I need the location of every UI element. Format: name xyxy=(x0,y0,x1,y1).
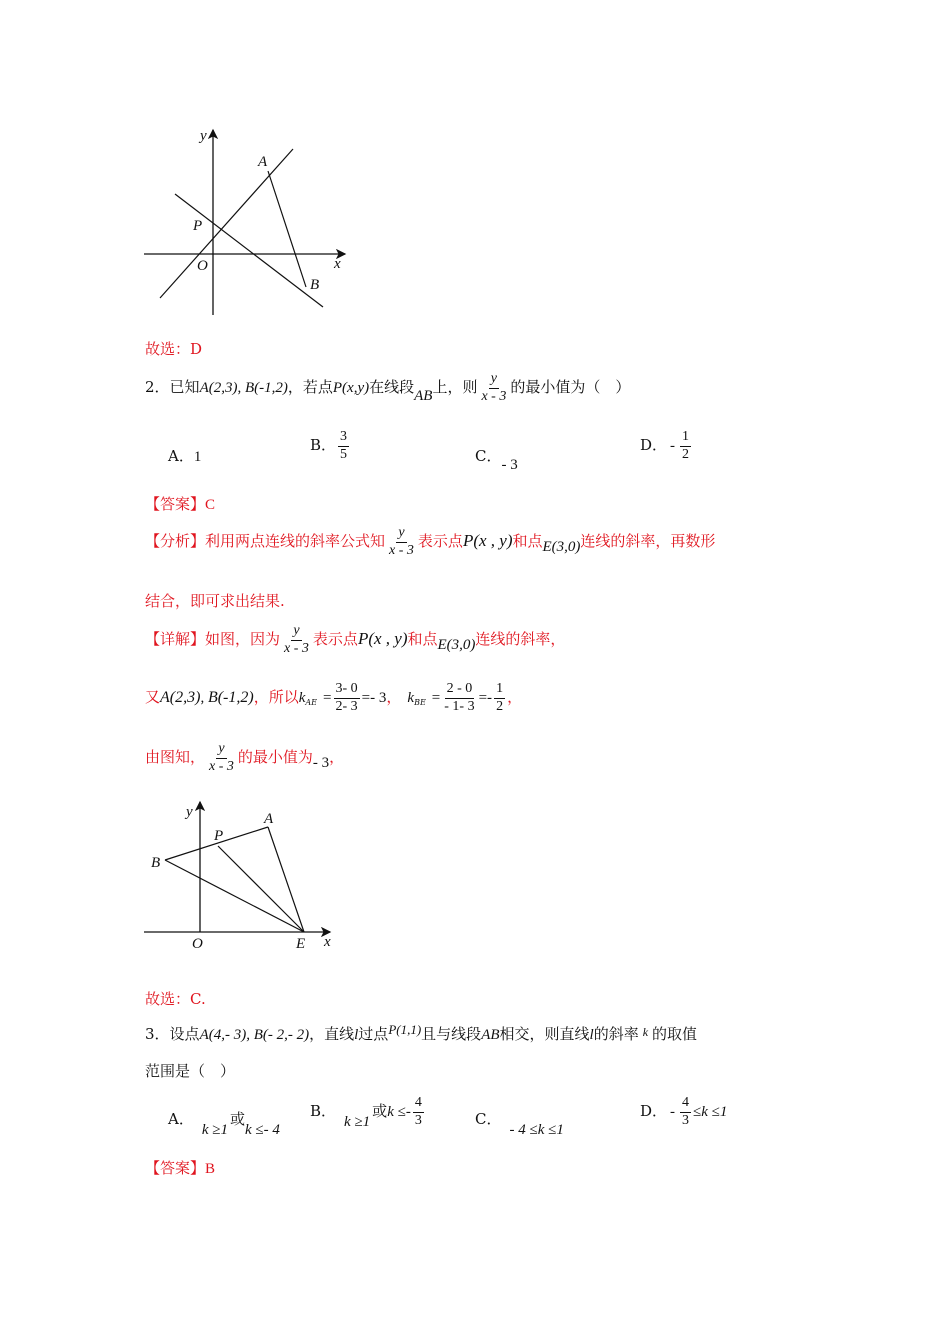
q3-stem: 3．设点A(4,- 3), B(- 2,- 2)，直线l过点P(1,1)且与线段AB相交，则直线l的斜率 $^k$ 的取值 xyxy=(145,1022,698,1043)
q3-stem-line2: 范围是（ ） xyxy=(145,1062,236,1080)
label-x: x xyxy=(324,934,331,950)
q2-number: 2． xyxy=(145,378,170,397)
line-through-b xyxy=(175,194,323,307)
q3-option-b[interactable]: B．k ≥1或k ≤- $\frac{4}{3}$ xyxy=(310,1095,422,1131)
q2-point-p: P(x,y) xyxy=(332,380,370,397)
q2-analysis-line2: 结合，即可求出结果. xyxy=(145,592,285,610)
segment-pe xyxy=(218,846,304,932)
label-o: O xyxy=(192,936,203,952)
q2-text: 上，则 xyxy=(432,378,478,397)
q2-point-a: A(2,3) xyxy=(199,380,238,397)
figure-1-coordinate-plot xyxy=(140,120,360,320)
label-a: A xyxy=(264,811,274,827)
q2-stem: 2．已知A(2,3), B(-1,2)，若点P(x,y)在线段AB上，则 $\frac{y}{x - 3}$ 的最小值为（ ） xyxy=(145,371,631,405)
label-a: A xyxy=(258,154,268,170)
q2-detail: 【详解】如图，因为 $\frac{y}{x - 3}$ 表示点P(x , y)和点E(3,0)连线的斜率， xyxy=(145,623,566,656)
q2-conclusion: 由图知， $\frac{y}{x - 3}$ 的最小值为- 3， xyxy=(145,741,345,774)
q2-text: ，若点 xyxy=(287,378,333,397)
q2-text: 的最小值为（ ） xyxy=(510,378,631,397)
q3-option-c[interactable]: C．- 4 ≤k ≤1 xyxy=(475,1110,564,1138)
label-p: P xyxy=(214,828,224,844)
q2-final-answer: 故选：C. xyxy=(145,990,206,1008)
label-e: E xyxy=(296,936,306,952)
q2-text: 已知 xyxy=(169,378,200,397)
q2-analysis: 【分析】利用两点连线的斜率公式知 $\frac{y}{x - 3}$ 表示点P(x , y)和点E(3,0)连线的斜率，再数形 xyxy=(145,525,716,558)
q2-option-d[interactable]: D． - $\frac{1}{2}$ xyxy=(640,429,690,462)
q2-text: 在线段 xyxy=(369,378,415,397)
q2-slopes: 又A(2,3), B(-1,2)，所以$k_{AE}$ = $\frac{3- 0}{2- 3}$ =- 3， $k_{BE}$ = $\frac{2 - 0}{- 1- 3}$ =- $\frac{1}{2}$ ， xyxy=(145,681,523,714)
q1-final-answer: 故选：D xyxy=(145,340,203,358)
q3-option-a[interactable]: A．k ≥1或k ≤- 4 xyxy=(168,1110,280,1138)
label-x: x xyxy=(334,256,341,272)
q3-answer: 【答案】B xyxy=(145,1159,216,1177)
q2-option-b[interactable]: B． $\frac{3}{5}$ xyxy=(310,429,348,462)
label-o: O xyxy=(197,258,208,274)
q2-option-a[interactable]: A．1 xyxy=(168,447,202,465)
label-b: B xyxy=(310,277,320,293)
q2-fraction: $\frac{y}{x - 3}$ xyxy=(481,371,507,404)
q2-answer: 【答案】C xyxy=(145,495,216,513)
label-y: y xyxy=(200,128,207,144)
q3-option-d[interactable]: D． - $\frac{4}{3}$ ≤k ≤1 xyxy=(640,1095,728,1128)
label-b: B xyxy=(151,855,161,871)
figure-2-slope-diagram xyxy=(140,800,350,955)
label-p: P xyxy=(193,218,203,234)
q2-segment-ab: AB xyxy=(414,388,433,405)
line-through-a xyxy=(160,149,293,298)
q2-point-b: B(-1,2) xyxy=(244,380,288,397)
q2-option-c[interactable]: C．- 3 xyxy=(475,447,518,473)
label-y: y xyxy=(186,804,193,820)
